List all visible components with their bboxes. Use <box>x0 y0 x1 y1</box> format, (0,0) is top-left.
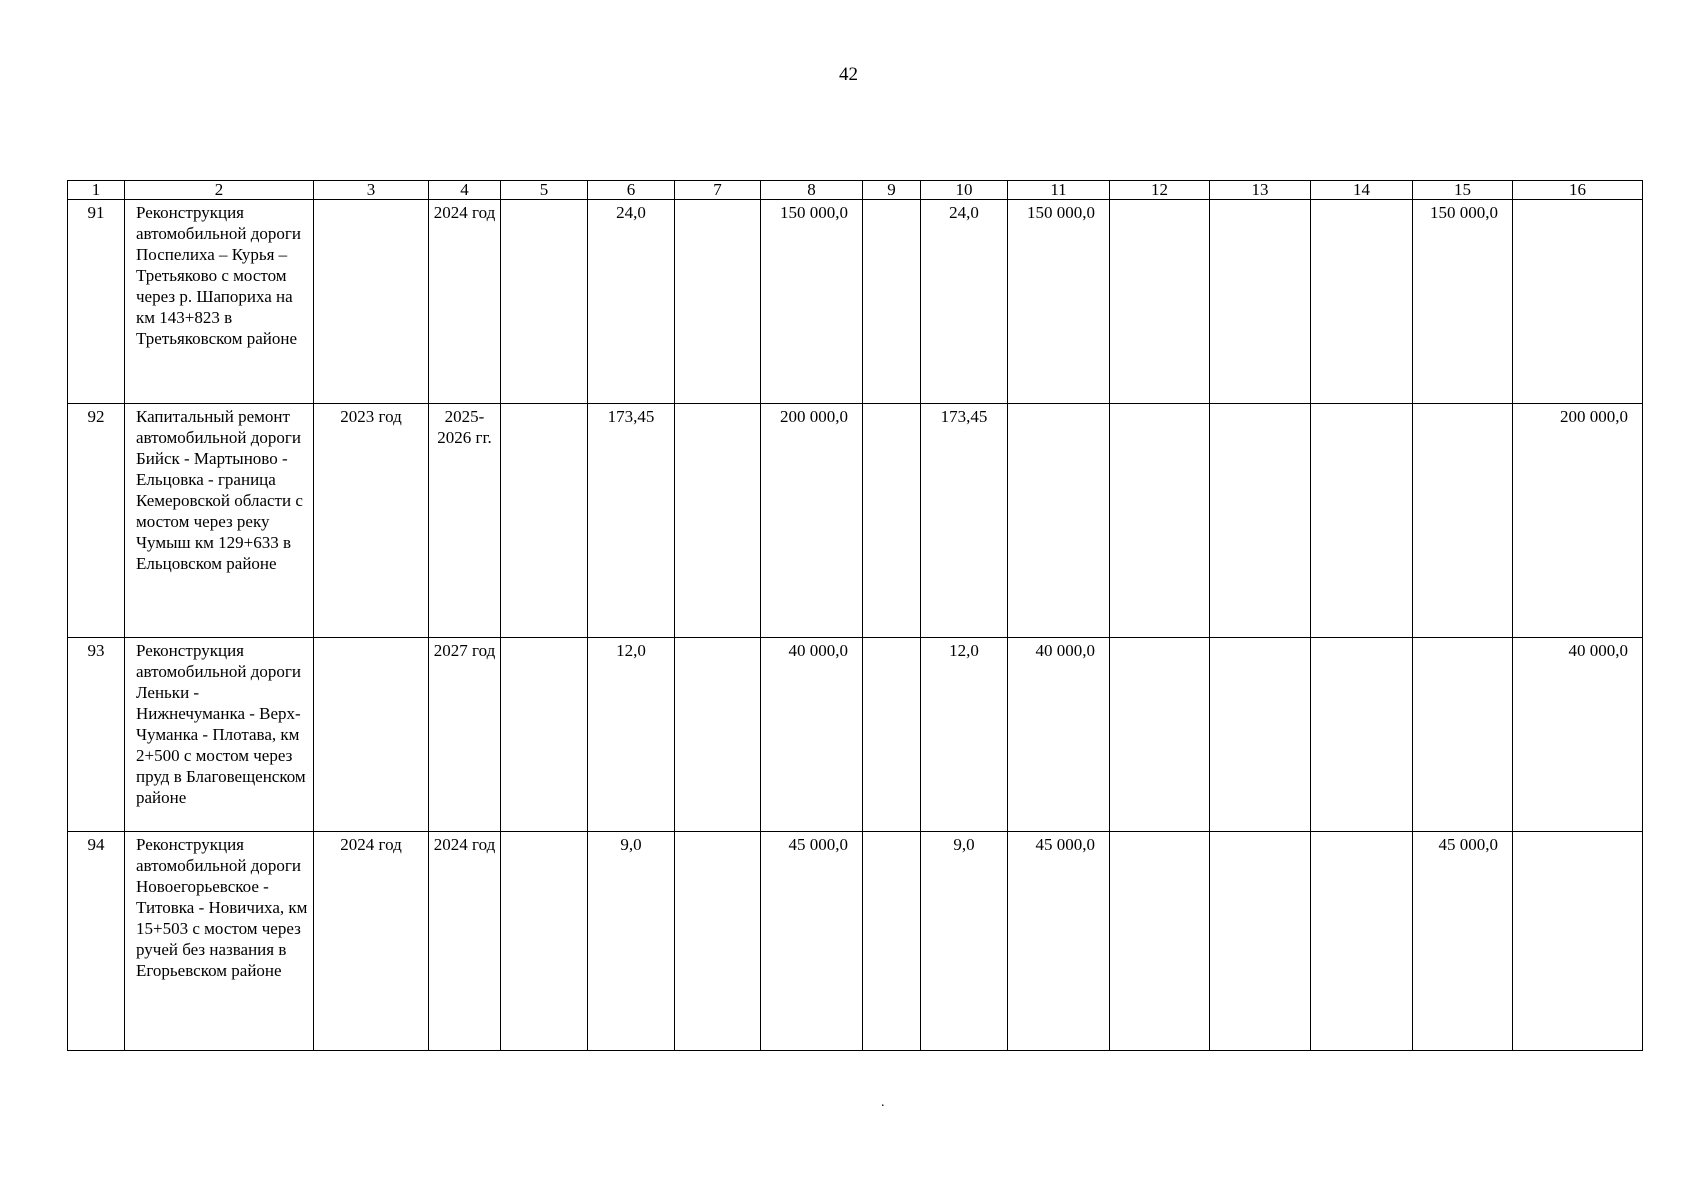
cell-col-5 <box>501 638 588 832</box>
cell-col-5 <box>501 832 588 1051</box>
col-header-16: 16 <box>1513 181 1643 200</box>
cell-col-15 <box>1413 638 1513 832</box>
cell-col-14 <box>1311 832 1413 1051</box>
row-number: 91 <box>68 200 125 404</box>
col-header-11: 11 <box>1008 181 1110 200</box>
cell-col-13 <box>1210 832 1311 1051</box>
cell-col-16: 40 000,0 <box>1513 638 1643 832</box>
cell-col-14 <box>1311 638 1413 832</box>
cell-col-7 <box>675 638 761 832</box>
cell-col-15: 150 000,0 <box>1413 200 1513 404</box>
cell-col-3: 2024 год <box>314 832 429 1051</box>
cell-col-10: 9,0 <box>921 832 1008 1051</box>
cell-col-12 <box>1110 638 1210 832</box>
col-header-13: 13 <box>1210 181 1311 200</box>
col-header-8: 8 <box>761 181 863 200</box>
table-row <box>68 832 1643 1051</box>
col-header-1: 1 <box>68 181 125 200</box>
col-header-14: 14 <box>1311 181 1413 200</box>
col-header-10: 10 <box>921 181 1008 200</box>
cell-col-12 <box>1110 404 1210 638</box>
table-row <box>68 200 1643 404</box>
cell-col-9 <box>863 832 921 1051</box>
row-number: 93 <box>68 638 125 832</box>
cell-col-11 <box>1008 404 1110 638</box>
col-header-7: 7 <box>675 181 761 200</box>
object-name: Реконструкция автомобильной дороги Леньки - Нижнечуманка - Верх-Чуманка - Плотава, км 2+500 с мостом через пруд в Благовещенском районе <box>125 638 314 832</box>
cell-col-3 <box>314 638 429 832</box>
header-row <box>68 181 1643 200</box>
cell-col-10: 24,0 <box>921 200 1008 404</box>
cell-col-4: 2024 год <box>429 832 501 1051</box>
cell-col-7 <box>675 832 761 1051</box>
cell-col-4: 2024 год <box>429 200 501 404</box>
cell-col-16 <box>1513 832 1643 1051</box>
cell-col-14 <box>1311 200 1413 404</box>
cell-col-4: 2025-2026 гг. <box>429 404 501 638</box>
cell-col-9 <box>863 404 921 638</box>
col-header-15: 15 <box>1413 181 1513 200</box>
cell-col-6: 12,0 <box>588 638 675 832</box>
col-header-12: 12 <box>1110 181 1210 200</box>
cell-col-8: 200 000,0 <box>761 404 863 638</box>
cell-col-13 <box>1210 200 1311 404</box>
cell-col-11: 45 000,0 <box>1008 832 1110 1051</box>
cell-col-11: 40 000,0 <box>1008 638 1110 832</box>
cell-col-6: 24,0 <box>588 200 675 404</box>
object-name: Реконструкция автомобильной дороги Новоегорьевское - Титовка - Новичиха, км 15+503 с мостом через ручей без названия в Егорьевском районе <box>125 832 314 1051</box>
cell-col-7 <box>675 404 761 638</box>
cell-col-7 <box>675 200 761 404</box>
cell-col-10: 173,45 <box>921 404 1008 638</box>
table-row <box>68 638 1643 832</box>
table-row <box>68 404 1643 638</box>
object-name: Реконструкция автомобильной дороги Поспелиха – Курья – Третьяково с мостом через р. Шапориха на км 143+823 в Третьяковском районе <box>125 200 314 404</box>
cell-col-6: 9,0 <box>588 832 675 1051</box>
col-header-5: 5 <box>501 181 588 200</box>
cell-col-9 <box>863 200 921 404</box>
cell-col-13 <box>1210 404 1311 638</box>
cell-col-15 <box>1413 404 1513 638</box>
col-header-9: 9 <box>863 181 921 200</box>
cell-col-16 <box>1513 200 1643 404</box>
cell-col-6: 173,45 <box>588 404 675 638</box>
cell-col-8: 45 000,0 <box>761 832 863 1051</box>
col-header-6: 6 <box>588 181 675 200</box>
data-table <box>67 180 1643 1051</box>
cell-col-15: 45 000,0 <box>1413 832 1513 1051</box>
cell-col-10: 12,0 <box>921 638 1008 832</box>
cell-col-12 <box>1110 832 1210 1051</box>
row-number: 92 <box>68 404 125 638</box>
row-number: 94 <box>68 832 125 1051</box>
cell-col-8: 150 000,0 <box>761 200 863 404</box>
col-header-2: 2 <box>125 181 314 200</box>
page-number: 42 <box>839 64 858 85</box>
col-header-4: 4 <box>429 181 501 200</box>
cell-col-12 <box>1110 200 1210 404</box>
cell-col-3: 2023 год <box>314 404 429 638</box>
data-table-container <box>67 180 1642 1051</box>
cell-col-13 <box>1210 638 1311 832</box>
cell-col-5 <box>501 404 588 638</box>
object-name: Капитальный ремонт автомобильной дороги Бийск - Мартыново - Ельцовка - граница Кемеровской области с мостом через реку Чумыш км 129+633 в Ельцовском районе <box>125 404 314 638</box>
cell-col-16: 200 000,0 <box>1513 404 1643 638</box>
cell-col-5 <box>501 200 588 404</box>
cell-col-14 <box>1311 404 1413 638</box>
cell-col-9 <box>863 638 921 832</box>
cell-col-4: 2027 год <box>429 638 501 832</box>
cell-col-11: 150 000,0 <box>1008 200 1110 404</box>
col-header-3: 3 <box>314 181 429 200</box>
scan-mark: . <box>881 1095 885 1110</box>
cell-col-3 <box>314 200 429 404</box>
cell-col-8: 40 000,0 <box>761 638 863 832</box>
